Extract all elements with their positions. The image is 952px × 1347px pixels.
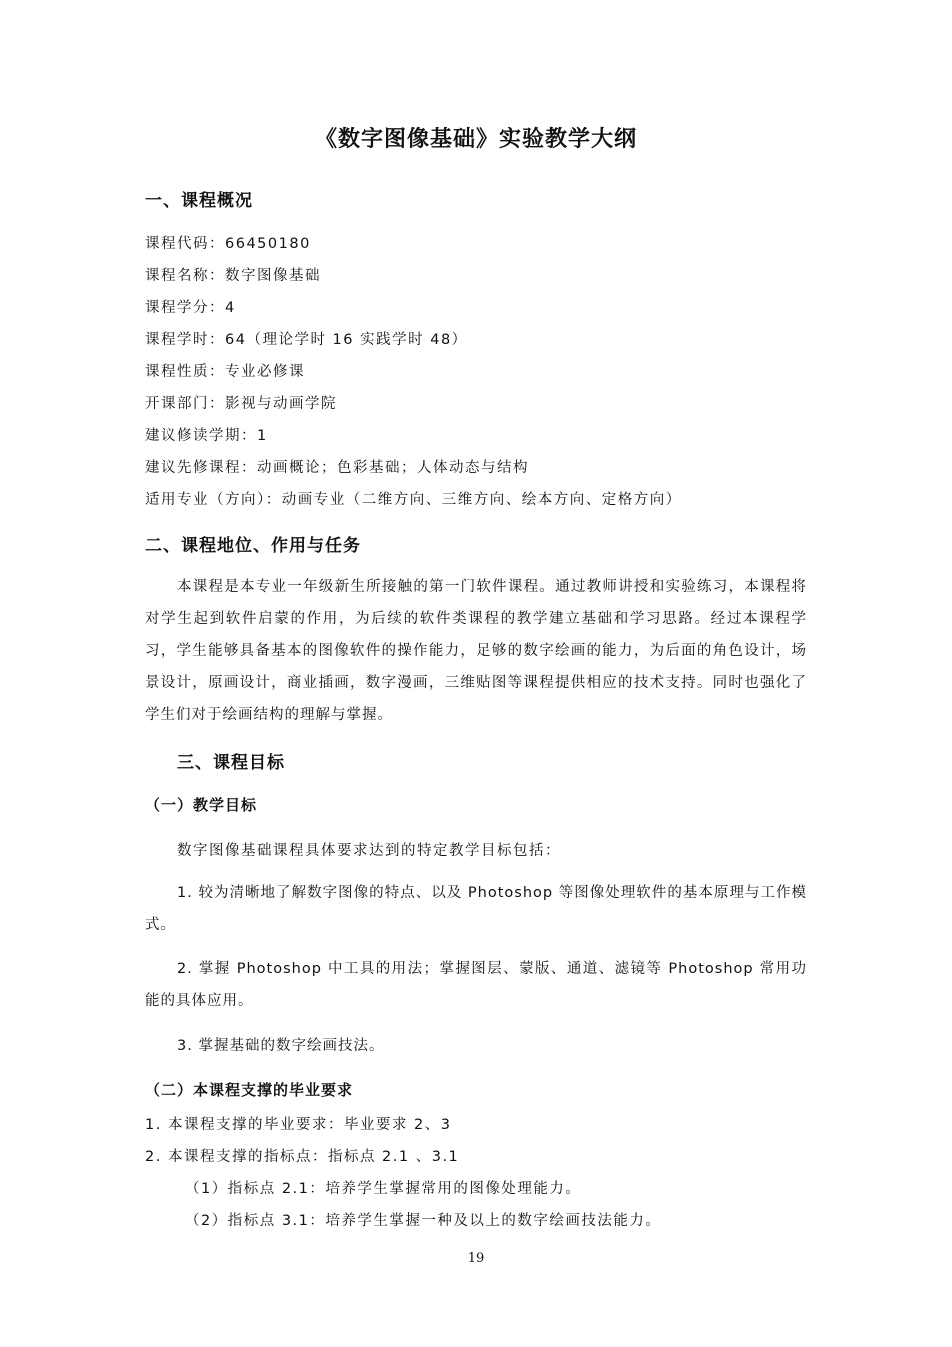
info-line: 课程性质：专业必修课	[145, 364, 305, 380]
section-heading-role: 二、课程地位、作用与任务	[145, 536, 361, 556]
info-line: 建议修读学期：1	[145, 428, 268, 444]
goal-item: 3. 掌握基础的数字绘画技法。	[177, 1038, 385, 1054]
requirement-item: 1. 本课程支撑的毕业要求：毕业要求 2、3	[145, 1117, 452, 1133]
info-line: 课程学分：4	[145, 300, 236, 316]
indicator-point: （2）指标点 3.1：培养学生掌握一种及以上的数字绘画技法能力。	[185, 1213, 662, 1229]
subsection-heading-graduation-requirements: （二）本课程支撑的毕业要求	[145, 1081, 354, 1099]
goals-intro: 数字图像基础课程具体要求达到的特定教学目标包括：	[177, 843, 561, 859]
goal-item: 2. 掌握 Photoshop 中工具的用法；掌握图层、蒙版、通道、滤镜等 Photoshop 常用功能的具体应用。	[145, 961, 807, 1009]
info-line: 课程名称：数字图像基础	[145, 268, 321, 284]
info-line: 课程代码：66450180	[145, 236, 311, 252]
section-heading-overview: 一、课程概况	[145, 191, 253, 211]
subsection-heading-teaching-goals: （一）教学目标	[145, 796, 258, 814]
info-line: 适用专业（方向）：动画专业（二维方向、三维方向、绘本方向、定格方向）	[145, 492, 682, 508]
info-line: 开课部门：影视与动画学院	[145, 396, 337, 412]
info-line: 建议先修课程：动画概论；色彩基础；人体动态与结构	[145, 460, 529, 476]
indicator-point: （1）指标点 2.1：培养学生掌握常用的图像处理能力。	[185, 1181, 582, 1197]
section-heading-objectives: 三、课程目标	[177, 753, 285, 773]
document-title: 《数字图像基础》实验教学大纲	[314, 126, 637, 152]
role-paragraph: 本课程是本专业一年级新生所接触的第一门软件课程。通过教师讲授和实验练习，本课程将对学生起到软件启蒙的作用，为后续的软件类课程的教学建立基础和学习思路。经过本课程学习，学生能够具备基本的图像软件的操作能力，足够的数字绘画的能力，为后面的角色设计，场景设计，原画设计，商业插画，数字漫画，三维贴图等课程提供相应的技术支持。同时也强化了学生们对于绘画结构的理解与掌握。	[145, 579, 807, 723]
info-line: 课程学时：64（理论学时 16 实践学时 48）	[145, 332, 468, 348]
page-number: 19	[467, 1251, 485, 1266]
goal-item: 1. 较为清晰地了解数字图像的特点、以及 Photoshop 等图像处理软件的基本原理与工作模式。	[145, 885, 807, 933]
requirement-item: 2. 本课程支撑的指标点：指标点 2.1 、3.1	[145, 1149, 460, 1165]
